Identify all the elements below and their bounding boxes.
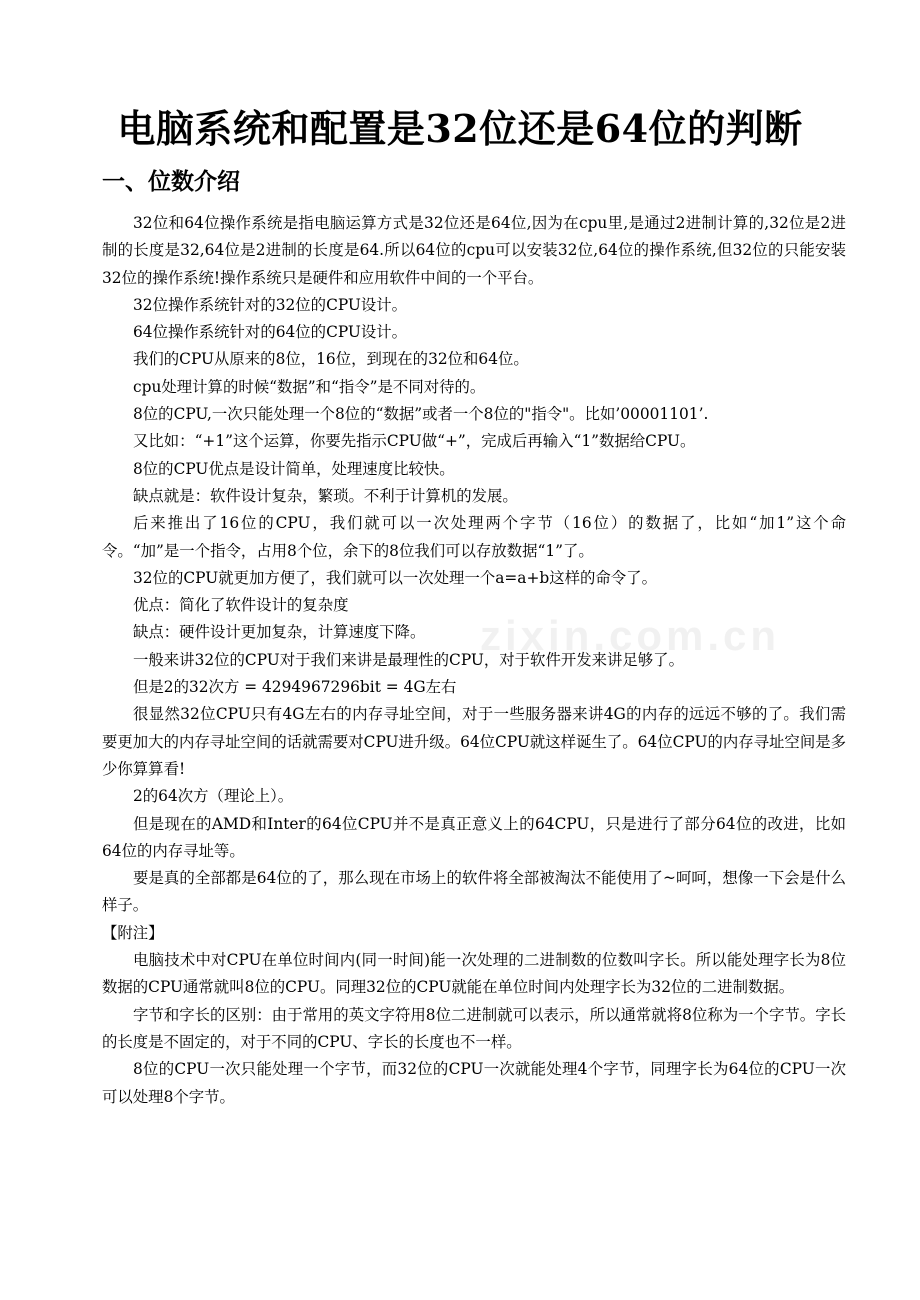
paragraph: 很显然32位CPU只有4G左右的内存寻址空间，对于一些服务器来讲4G的内存的远远不够的了。我们需要更加大的内存寻址空间的话就需要对CPU进升级。64位CPU就这样诞生了。64位CPU的内存寻址空间是多少你算算看! — [102, 705, 846, 778]
paragraph: 要是真的全部都是64位的了，那么现在市场上的软件将全部被淘汰不能使用了~呵呵，想像一下会是什么样子。 — [102, 869, 846, 915]
document-body — [102, 210, 846, 1111]
paragraph: 64位操作系统针对的64位的CPU设计。 — [133, 323, 408, 342]
paragraph: cpu处理计算的时候“数据”和“指令”是不同对待的。 — [133, 377, 486, 396]
paragraph: 32位的CPU就更加方便了，我们就可以一次处理一个a=a+b这样的命令了。 — [133, 568, 657, 587]
paragraph: 又比如：“+1”这个运算，你要先指示CPU做“+”，完成后再输入“1”数据给CPU。 — [133, 432, 696, 451]
paragraph: 32位和64位操作系统是指电脑运算方式是32位还是64位,因为在cpu里,是通过2进制计算的,32位是2进制的长度是32,64位是2进制的长度是64.所以64位的cpu可以安装32位,64位的操作系统,但32位的只能安装32位的操作系统!操作系统只是硬件和应用软件中间的一个平台。 — [102, 214, 846, 287]
paragraph: 缺点就是：软件设计复杂，繁琐。不利于计算机的发展。 — [133, 486, 518, 505]
paragraph: 2的64次方（理论上）。 — [133, 787, 294, 806]
paragraph: 一般来讲32位的CPU对于我们来讲是最理性的CPU，对于软件开发来讲足够了。 — [133, 650, 684, 669]
page-title: 电脑系统和配置是32位还是64位的判断 — [117, 106, 803, 151]
paragraph: 但是现在的AMD和Inter的64位CPU并不是真正意义上的64CPU，只是进行了部分64位的改进，比如64位的内存寻址等。 — [102, 814, 846, 860]
paragraph: 8位的CPU优点是设计简单，处理速度比较快。 — [133, 459, 455, 478]
paragraph: 后来推出了16位的CPU，我们就可以一次处理两个字节（16位）的数据了，比如“加1”这个命令。“加”是一个指令，占用8个位，余下的8位我们可以存放数据“1”了。 — [102, 514, 846, 560]
paragraph: 优点：简化了软件设计的复杂度 — [133, 596, 349, 615]
note-paragraph: 电脑技术中对CPU在单位时间内(同一时间)能一次处理的二进制数的位数叫字长。所以能处理字长为8位数据的CPU通常就叫8位的CPU。同理32位的CPU就能在单位时间内处理字长为32位的二进制数据。 — [102, 951, 846, 997]
paragraph: 32位操作系统针对的32位的CPU设计。 — [133, 295, 408, 314]
note-label: 【附注】 — [102, 923, 164, 942]
watermark: zixin.com.cn — [480, 612, 781, 659]
paragraph: 我们的CPU从原来的8位，16位，到现在的32位和64位。 — [133, 350, 529, 369]
paragraph: 但是2的32次方 = 4294967296bit = 4G左右 — [133, 678, 457, 697]
paragraph: 8位的CPU,一次只能处理一个8位的“数据”或者一个8位的"指令"。比如’00001101’. — [133, 405, 709, 424]
note-paragraph: 8位的CPU一次只能处理一个字节，而32位的CPU一次就能处理4个字节，同理字长为64位的CPU一次可以处理8个字节。 — [102, 1060, 846, 1106]
paragraph: 缺点：硬件设计更加复杂，计算速度下降。 — [133, 623, 426, 642]
section-heading: 一、位数介绍 — [102, 168, 240, 195]
note-paragraph: 字节和字长的区别：由于常用的英文字符用8位二进制就可以表示，所以通常就将8位称为一个字节。字长的长度是不固定的，对于不同的CPU、字长的长度也不一样。 — [102, 1005, 846, 1051]
